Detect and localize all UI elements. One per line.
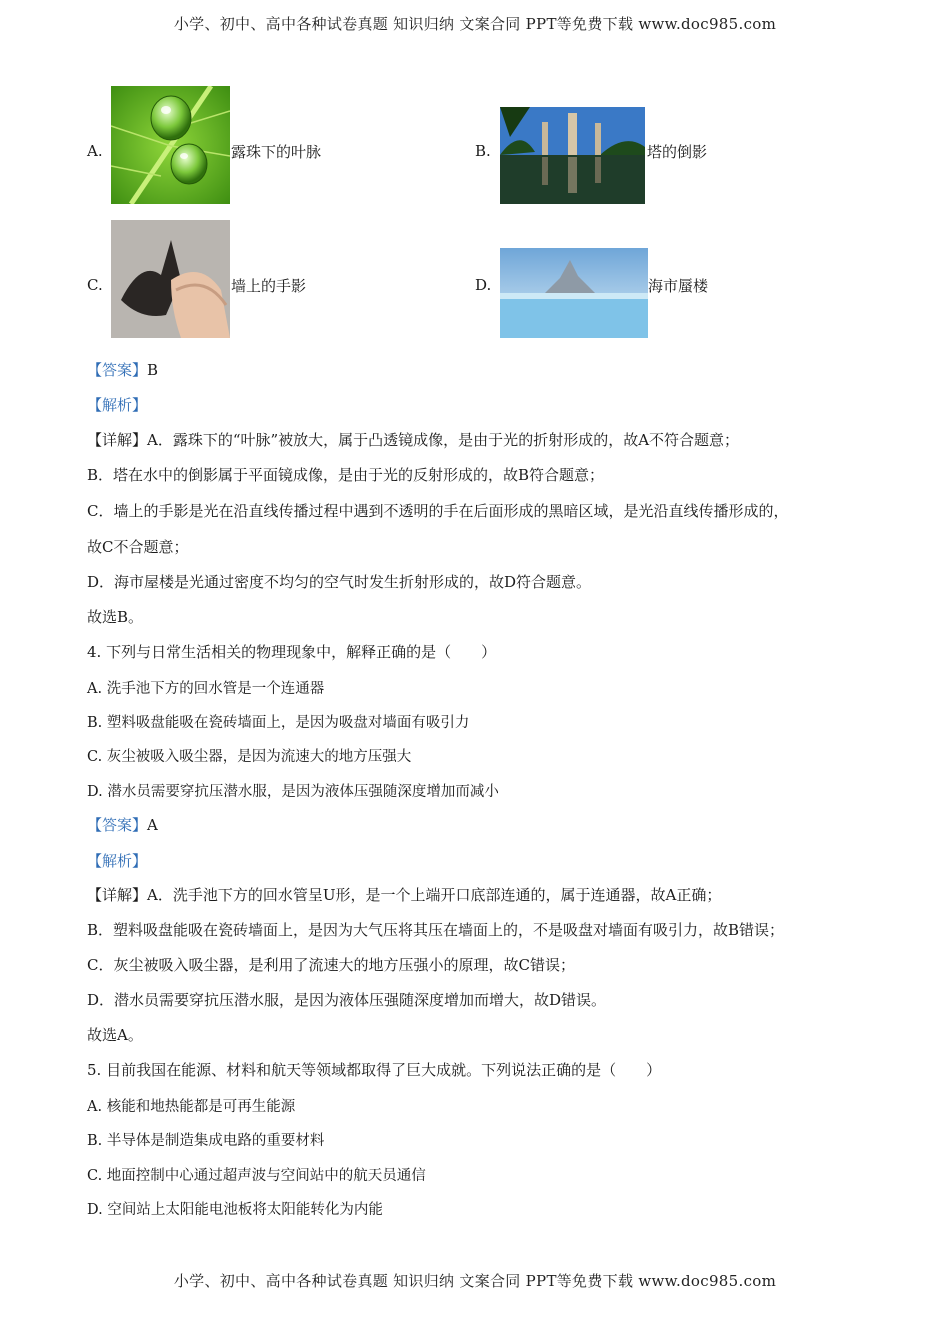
option-a-letter: A.	[87, 142, 103, 160]
page-footer: 小学、初中、高中各种试卷真题 知识归纳 文案合同 PPT等免费下载 www.doc985.com	[173, 1272, 777, 1290]
mirage-photo	[500, 248, 648, 338]
q3-detail-line-1: 【详解】A．露珠下的“叶脉”被放大，属于凸透镜成像，是由于光的折射形成的，故A不符合题意；	[87, 431, 740, 449]
q5-stem: 5. 目前我国在能源、材料和航天等领域都取得了巨大成就。下列说法正确的是（ ）	[87, 1061, 662, 1079]
q4-answer-line: 【答案】A	[87, 816, 158, 834]
hand-shadow-photo	[111, 220, 230, 338]
option-c-caption: 墙上的手影	[231, 277, 307, 295]
q4-option-a: A. 洗手池下方的回水管是一个连通器	[87, 681, 325, 697]
q3-detail-line-5: D．海市屋楼是光通过密度不均匀的空气时发生折射形成的，故D符合题意。	[87, 573, 592, 591]
q3-detail-line-2: B．塔在水中的倒影属于平面镜成像，是由于光的反射形成的，故B符合题意；	[87, 466, 605, 484]
q3-conclusion: 故选B。	[87, 608, 144, 626]
q4-detail-line-3: C．灰尘被吸入吸尘器，是利用了流速大的地方压强小的原理，故C错误；	[87, 956, 575, 974]
q4-stem: 4. 下列与日常生活相关的物理现象中，解释正确的是（ ）	[87, 643, 497, 661]
q4-detail-line-4: D．潜水员需要穿抗压潜水服，是因为液体压强随深度增加而增大，故D错误。	[87, 991, 607, 1009]
option-c-letter: C.	[87, 276, 103, 294]
leaf-dew-photo	[111, 86, 230, 204]
q5-option-c: C. 地面控制中心通过超声波与空间站中的航天员通信	[87, 1168, 426, 1184]
option-b-caption: 塔的倒影	[647, 143, 708, 161]
page-header: 小学、初中、高中各种试卷真题 知识归纳 文案合同 PPT等免费下载 www.doc985.com	[173, 15, 777, 33]
q4-detail-line-2: B．塑料吸盘能吸在瓷砖墙面上，是因为大气压将其压在墙面上的，不是吸盘对墙面有吸引力，故B错误；	[87, 921, 785, 939]
q4-analysis-tag: 【解析】	[87, 852, 148, 870]
option-b-letter: B.	[475, 142, 491, 160]
q4-option-c: C. 灰尘被吸入吸尘器，是因为流速大的地方压强大	[87, 749, 412, 765]
q5-option-b: B. 半导体是制造集成电路的重要材料	[87, 1133, 325, 1149]
q5-option-d: D. 空间站上太阳能电池板将太阳能转化为内能	[87, 1202, 383, 1218]
q5-option-a: A. 核能和地热能都是可再生能源	[87, 1099, 296, 1115]
option-a-caption: 露珠下的叶脉	[231, 143, 322, 161]
option-d-letter: D.	[475, 276, 492, 294]
q3-analysis-tag: 【解析】	[87, 396, 148, 414]
q3-detail-line-3: C．墙上的手影是光在沿直线传播过程中遇到不透明的手在后面形成的黑暗区域，是光沿直线传播形成的，	[87, 502, 789, 520]
q3-answer-line: 【答案】B	[87, 361, 159, 379]
q4-option-d: D. 潜水员需要穿抗压潜水服，是因为液体压强随深度增加而减小	[87, 784, 499, 800]
pagoda-reflection-photo	[500, 107, 645, 204]
q4-conclusion: 故选A。	[87, 1026, 143, 1044]
option-d-caption: 海市蜃楼	[648, 277, 709, 295]
q4-option-b: B. 塑料吸盘能吸在瓷砖墙面上，是因为吸盘对墙面有吸引力	[87, 715, 470, 731]
q3-detail-line-4: 故C不合题意；	[87, 538, 189, 556]
q4-detail-line-1: 【详解】A．洗手池下方的回水管呈U形，是一个上端开口底部连通的，属于连通器，故A正确；	[87, 886, 722, 904]
